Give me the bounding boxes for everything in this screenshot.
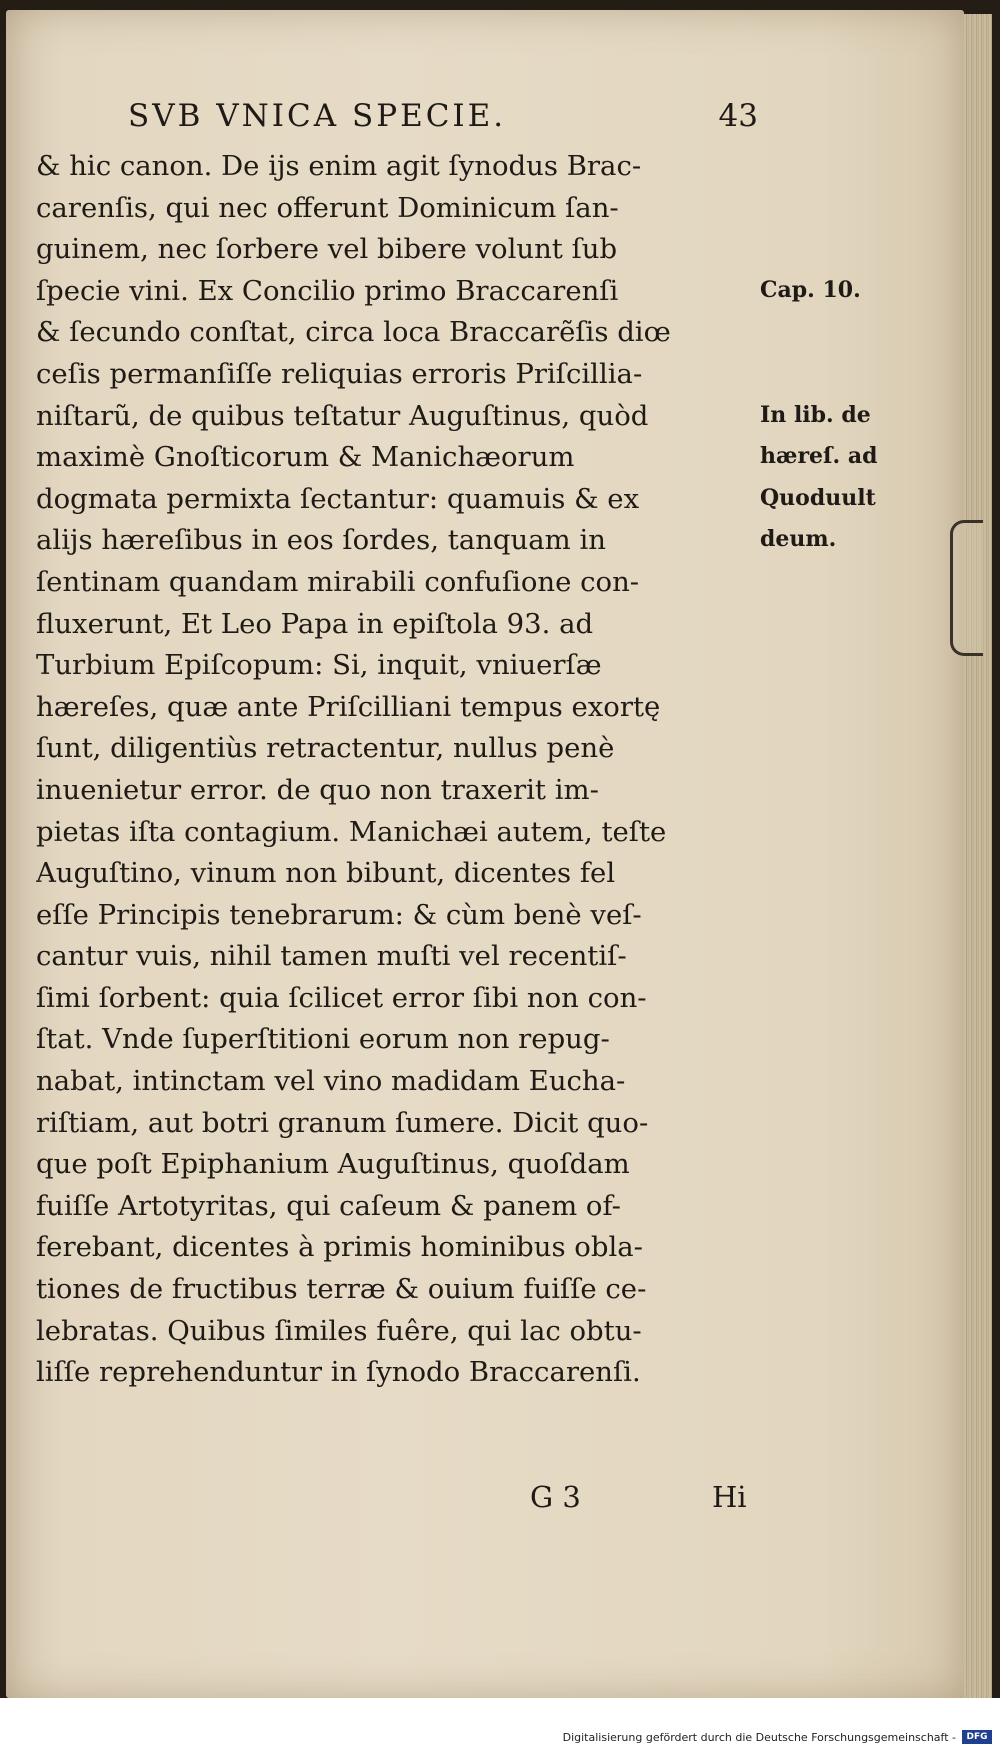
text-line: ſtat. Vnde ſuperſtitioni eorum non repug- <box>36 1023 610 1056</box>
digitization-footer <box>0 1698 1000 1754</box>
running-title: SVB VNICA SPECIE. <box>128 98 507 134</box>
text-line: nabat, intinctam vel vino madidam Eucha- <box>36 1065 626 1098</box>
text-line: Auguſtino, vinum non bibunt, dicentes fel <box>36 857 616 890</box>
text-line: que poſt Epiphanium Auguſtinus, quoſdam <box>36 1148 630 1181</box>
text-line: fuiſſe Artotyritas, qui caſeum & panem of- <box>36 1189 621 1222</box>
text-line: ſunt, diligentiùs retractentur, nullus penè <box>36 732 615 765</box>
text-line: cantur vuis, nihil tamen muſti vel recentiſ- <box>36 940 627 973</box>
margin-note: Quoduult <box>760 484 876 511</box>
body-text <box>36 146 762 1394</box>
text-line: dogmata permixta ſectantur: quamuis & ex <box>36 482 640 515</box>
text-line: ſimi ſorbent: quia ſcilicet error ſibi non con- <box>36 981 647 1014</box>
text-line: inuenietur error. de quo non traxerit im- <box>36 773 599 806</box>
text-line: niſtarũ, de quibus teſtatur Auguſtinus, quòd <box>36 399 649 432</box>
margin-note: deum. <box>760 526 837 553</box>
dfg-logo: DFG <box>962 1730 992 1744</box>
book-clip <box>950 520 983 656</box>
text-line: ſpecie vini. Ex Concilio primo Braccarenſi <box>36 274 619 307</box>
text-line: pietas iſta contagium. Manichæi autem, teſte <box>36 815 667 848</box>
text-line: carenſis, qui nec offerunt Dominicum ſan- <box>36 191 619 224</box>
text-line: hæreſes, quæ ante Priſcilliani tempus exortę <box>36 690 661 723</box>
text-line: ferebant, dicentes à primis hominibus obla- <box>36 1231 643 1264</box>
text-line: & hic canon. De ijs enim agit ſynodus Brac- <box>36 150 642 182</box>
margin-note: Cap. 10. <box>760 276 861 303</box>
text-line: Turbium Epiſcopum: Si, inquit, vniuerſæ <box>36 649 602 682</box>
margin-note: In lib. de <box>760 401 871 428</box>
text-line: lebratas. Quibus ſimiles fuêre, qui lac obtu- <box>36 1314 642 1347</box>
page-edge <box>962 14 992 1698</box>
text-line: ceſis permanſiſſe reliquias erroris Priſcillia- <box>36 357 643 390</box>
text-line: & ſecundo conſtat, circa loca Braccarẽſis diœ <box>36 316 671 349</box>
text-line: ſentinam quandam mirabili confuſione con- <box>36 565 640 598</box>
page-number: 43 <box>718 98 758 134</box>
signature-mark: G 3 <box>530 1480 581 1514</box>
running-head <box>128 98 758 142</box>
text-line: fluxerunt, Et Leo Papa in epiſtola 93. ad <box>36 607 594 640</box>
text-line: guinem, nec ſorbere vel bibere volunt ſub <box>36 233 618 266</box>
catchword: Hi <box>712 1480 747 1514</box>
text-line: tiones de fructibus terræ & ouium fuiſſe ce- <box>36 1273 647 1306</box>
text-line: riſtiam, aut botri granum ſumere. Dicit quo- <box>36 1106 649 1139</box>
text-line: maximè Gnoſticorum & Manichæorum <box>36 441 575 474</box>
text-line: liſſe reprehenduntur in ſynodo Braccarenſi. <box>36 1356 641 1389</box>
text-line: eſſe Principis tenebrarum: & cùm benè veſ- <box>36 898 642 931</box>
footer-credit: Digitalisierung gefördert durch die Deutsche Forschungsgemeinschaft - <box>562 1731 956 1744</box>
margin-note: hæreſ. ad <box>760 443 878 470</box>
text-line: alijs hæreſibus in eos ſordes, tanquam in <box>36 524 606 557</box>
